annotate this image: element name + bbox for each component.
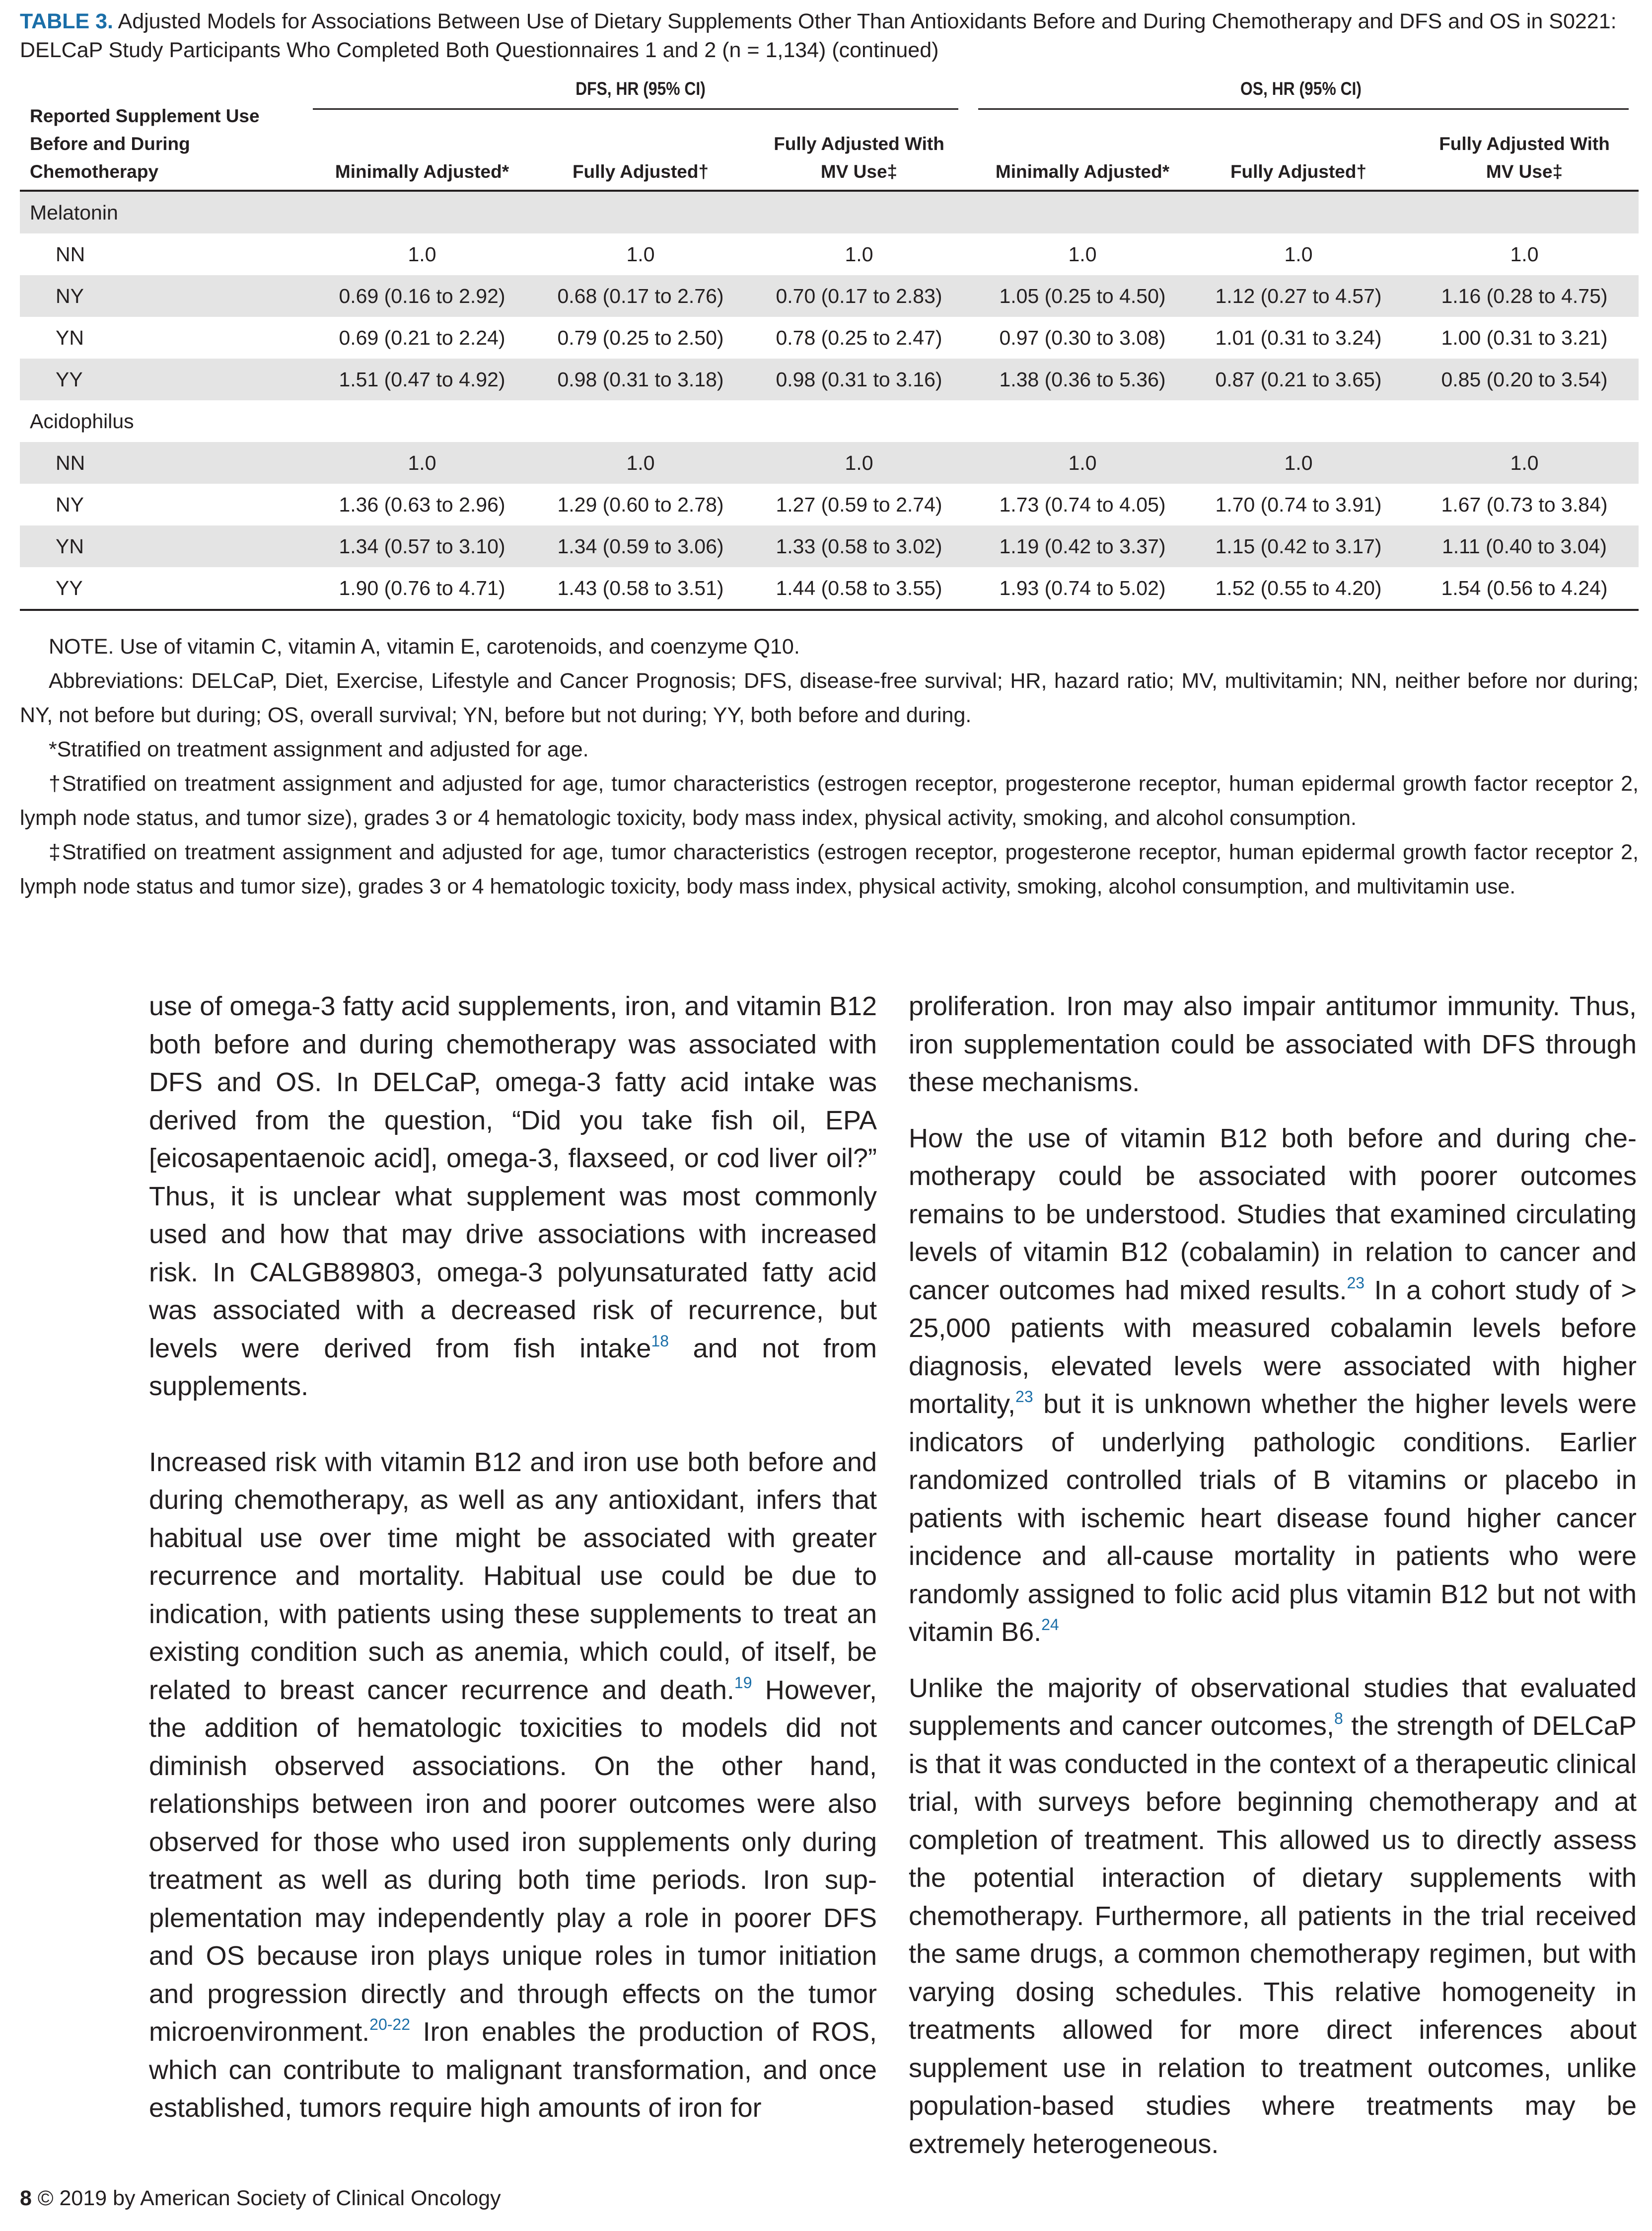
paragraph <box>909 1669 1637 2163</box>
table-bottom-rule <box>20 609 1639 611</box>
table-cell: 1.51 (0.47 to 4.92) <box>339 368 505 391</box>
header-os-fully: Fully Adjusted† <box>1230 161 1367 182</box>
table-cell: 0.97 (0.30 to 3.08) <box>999 326 1166 349</box>
paragraph-text: In a cohort study of > 25,000 patients with measured cobalamin levels before diagnosis, elevated levels were associated with higher mortality, <box>909 1275 1637 1419</box>
table-row <box>20 525 1639 567</box>
table-cell: 1.00 (0.31 to 3.21) <box>1441 326 1608 349</box>
table-cell: 1.67 (0.73 to 3.84) <box>1441 493 1608 516</box>
section-label: Melatonin <box>30 201 118 224</box>
table-cell: 1.0 <box>1510 243 1539 266</box>
table-cell: 1.0 <box>1284 451 1313 474</box>
table-cell: 1.90 (0.76 to 4.71) <box>339 577 505 599</box>
paragraph <box>909 1119 1637 1651</box>
header-line: Before and During <box>30 134 190 154</box>
table-cell: 1.05 (0.25 to 4.50) <box>999 285 1166 307</box>
table-cell: 1.43 (0.58 to 3.51) <box>557 577 724 599</box>
row-label: NY <box>56 285 84 307</box>
citation-link[interactable]: 23 <box>1015 1388 1033 1406</box>
citation-link[interactable]: 19 <box>734 1673 752 1692</box>
table-cell: 1.29 (0.60 to 2.78) <box>557 493 724 516</box>
row-label: YY <box>56 577 83 599</box>
note-text: NOTE. Use of vitamin C, vitamin A, vitamin E, carotenoids, and coenzyme Q10. <box>49 635 800 659</box>
header-os-minimally: Minimally Adjusted* <box>995 161 1170 182</box>
paragraph <box>149 987 877 1406</box>
row-label: YY <box>56 368 83 391</box>
table-cell: 0.70 (0.17 to 2.83) <box>776 285 942 307</box>
abbreviations-text: Abbreviations: DELCaP, Diet, Exercise, Lifestyle and Cancer Prognosis; DFS, disease-free survival; HR, hazard ratio; MV, multivitamin; NN, neither before nor during; NY, not before but during; OS, overall survival; YN, before but not during; YY, both before and during. <box>20 669 1639 727</box>
header-line: Reported Supplement Use <box>30 106 260 126</box>
table-cell: 1.0 <box>1068 451 1097 474</box>
table-cell: 0.78 (0.25 to 2.47) <box>776 326 942 349</box>
section-row <box>20 192 1639 233</box>
table-cell: 1.0 <box>626 451 655 474</box>
citation-link[interactable]: 18 <box>651 1332 669 1350</box>
table-row <box>20 233 1639 275</box>
paragraph-text: use of omega-3 fatty acid supplements, iron, and vitamin B12 both before and during chemotherapy was associated with DFS and OS. In DELCaP, omega-3 fatty acid intake was derived from the question, “Did you take fish oil, EPA [eicosapentaenoic acid], omega-3, flaxseed, or cod liver oil?” Thus, it is unclear what supplement was most commonly used and how that may drive associations with increased risk. In CALGB89803, omega-3 polyunsaturated fatty acid was associated with a decreased risk of recurrence, but levels were derived from fish intake <box>149 991 877 1363</box>
row-label: NN <box>56 451 85 474</box>
body-column-left <box>149 987 877 2127</box>
table-cell: 1.19 (0.42 to 3.37) <box>999 535 1166 558</box>
body-column-right <box>909 987 1637 2163</box>
table-caption-text: Adjusted Models for Associations Between Use of Dietary Supplements Other Than Antioxidants Before and During Chemotherapy and DFS and OS in S0221: DELCaP Study Participants Who Completed Both Questionnaires 1 and 2 (n = 1,134) (continued) <box>20 9 1617 62</box>
table-cell: 1.34 (0.59 to 3.06) <box>557 535 724 558</box>
header-dfs-mv <box>740 130 978 186</box>
results-table <box>20 71 1639 611</box>
paragraph-text: Increased risk with vitamin B12 and iron use both before and during chemotherapy, as well as any antioxidant, infers that habitual use over time might be associated with greater recurrence and mortality. Habitual use could be due to indication, with patients using these supplements to treat an existing condition such as anemia, which could, of itself, be related to breast cancer recurrence and death. <box>149 1447 877 1705</box>
header-line: MV Use‡ <box>820 161 898 182</box>
table-cell: 1.0 <box>1510 451 1539 474</box>
table-cell: 1.16 (0.28 to 4.75) <box>1441 285 1608 307</box>
paragraph-text: the strength of DELCaP is that it was conducted in the context of a therapeutic clinical trial, with surveys before beginning chemotherapy and at completion of treatment. This allowed us to directly assess the potential interaction of dietary supplements with chemotherapy. Furthermore, all patients in the trial received the same drugs, a common chemotherapy regimen, but with varying dosing schedules. This relative homogeneity in treatments allowed for more direct inferences about supplement use in relation to treatment outcomes, unlike population-based studies where treatments may be extremely heterogeneous. <box>909 1711 1637 2159</box>
header-line: Chemotherapy <box>30 161 159 182</box>
table-cell: 0.98 (0.31 to 3.18) <box>557 368 724 391</box>
table-label: TABLE 3. <box>20 9 113 33</box>
header-rule-os <box>978 108 1629 110</box>
table-cell: 0.85 (0.20 to 3.54) <box>1441 368 1608 391</box>
header-group-os: OS, HR (95% CI) <box>1240 78 1362 99</box>
paragraph-text: How the use of vitamin B12 both before and during chemotherapy could be associated with poorer outcomes remains to be understood. Studies that examined circulating levels of vitamin B12 (cobalamin) in relation to cancer and cancer outcomes had mixed results. <box>909 1123 1637 1305</box>
table-cell: 1.52 (0.55 to 4.20) <box>1215 577 1382 599</box>
table-cell: 1.34 (0.57 to 3.10) <box>339 535 505 558</box>
paragraph <box>149 1443 877 2127</box>
table-header <box>20 71 1639 192</box>
table-row <box>20 442 1639 484</box>
table-cell: 1.0 <box>845 243 873 266</box>
section-label: Acidophilus <box>30 410 134 433</box>
table-cell: 0.69 (0.16 to 2.92) <box>339 285 505 307</box>
table-cell: 1.36 (0.63 to 2.96) <box>339 493 505 516</box>
paragraph: proliferation. Iron may also impair antitumor immunity. Thus, iron supplementation could be associated with DFS through these mechanisms. <box>909 991 1637 1097</box>
table-body <box>20 192 1639 609</box>
table-caption <box>20 7 1639 65</box>
page-number: 8 <box>20 2186 32 2210</box>
table-cell: 1.0 <box>1068 243 1097 266</box>
row-label: NN <box>56 243 85 266</box>
table-row <box>20 275 1639 317</box>
paragraph-text: Unlike the majority of observational studies that evaluated supplements and cancer outcomes, <box>909 1673 1637 1741</box>
header-group-dfs: DFS, HR (95% CI) <box>575 78 706 99</box>
copyright-text: © 2019 by American Society of Clinical Oncology <box>37 2186 501 2210</box>
table-cell: 0.68 (0.17 to 2.76) <box>557 285 724 307</box>
table-cell: 1.15 (0.42 to 3.17) <box>1215 535 1382 558</box>
table-cell: 1.54 (0.56 to 4.24) <box>1441 577 1608 599</box>
header-dfs-fully: Fully Adjusted† <box>572 161 709 182</box>
table-cell: 1.33 (0.58 to 3.02) <box>776 535 942 558</box>
table-cell: 1.0 <box>1284 243 1313 266</box>
table-cell: 1.73 (0.74 to 4.05) <box>999 493 1166 516</box>
footnote-fully: †Stratified on treatment assignment and adjusted for age, tumor characteristics (estrogen receptor, progesterone receptor, human epidermal growth factor receptor 2, lymph node status, and tumor size), grades 3 or 4 hematologic toxicity, body mass index, physical activity, smoking, and alcohol consumption. <box>20 772 1639 830</box>
footnote-minimally: *Stratified on treatment assignment and adjusted for age. <box>49 738 589 761</box>
table-cell: 1.27 (0.59 to 2.74) <box>776 493 942 516</box>
table-cell: 0.87 (0.21 to 3.65) <box>1215 368 1382 391</box>
table-row <box>20 317 1639 359</box>
table-row <box>20 359 1639 400</box>
table-cell: 1.93 (0.74 to 5.02) <box>999 577 1166 599</box>
header-dfs-minimally: Minimally Adjusted* <box>335 161 509 182</box>
header-line: Fully Adjusted With <box>1439 134 1610 154</box>
table-cell: 0.98 (0.31 to 3.16) <box>776 368 942 391</box>
table-cell: 0.79 (0.25 to 2.50) <box>557 326 724 349</box>
table-cell: 1.01 (0.31 to 3.24) <box>1215 326 1382 349</box>
paragraph-text: However, the addition of hematologic toxicities to models did not diminish observed associations. On the other hand, relationships between iron and poorer outcomes were also observed for those who used iron supplements only during treatment as well as during both time periods. Iron supplementation may independently play a role in poorer DFS and OS because iron plays unique roles in tumor initiation and progression directly and through effects on the tumor microenvironment. <box>149 1675 877 2047</box>
paragraph-text: but it is unknown whether the higher levels were indicators of underlying pathologic conditions. Earlier randomized controlled trials of B vitamins or placebo in patients with ischemic heart disease found higher cancer incidence and all-cause mortality in patients who were randomly assigned to folic acid plus vitamin B12 but not with vitamin B6. <box>909 1389 1637 1647</box>
row-label: YN <box>56 326 84 349</box>
table-notes <box>20 630 1639 904</box>
footnote-mv: ‡Stratified on treatment assignment and adjusted for age, tumor characteristics (estrogen receptor, progesterone receptor, human epidermal growth factor receptor 2, lymph node status and tumor size), grades 3 or 4 hematologic toxicity, body mass index, physical activity, smoking, alcohol consumption, and multivitamin use. <box>20 840 1639 898</box>
citation-link[interactable]: 23 <box>1347 1273 1365 1292</box>
section-row <box>20 400 1639 442</box>
table-cell: 0.69 (0.21 to 2.24) <box>339 326 505 349</box>
table-cell: 1.70 (0.74 to 3.91) <box>1215 493 1382 516</box>
row-label: NY <box>56 493 84 516</box>
table-cell: 1.11 (0.40 to 3.04) <box>1441 535 1607 558</box>
citation-link[interactable]: 24 <box>1041 1616 1059 1634</box>
row-label: YN <box>56 535 84 558</box>
table-row <box>20 567 1639 609</box>
paragraph-text: Iron enables the production of ROS, which can contribute to malignant transformation, and once established, tumors require high amounts of iron for <box>149 2017 877 2123</box>
table-cell: 1.0 <box>845 451 873 474</box>
header-os-mv <box>1415 130 1634 186</box>
header-line: Fully Adjusted With <box>774 134 944 154</box>
table-cell: 1.0 <box>626 243 655 266</box>
table-cell: 1.38 (0.36 to 5.36) <box>999 368 1166 391</box>
header-rule-dfs <box>313 108 958 110</box>
page-footer <box>20 2186 501 2211</box>
table-cell: 1.0 <box>408 243 436 266</box>
table-cell: 1.12 (0.27 to 4.57) <box>1215 285 1382 307</box>
header-line: MV Use‡ <box>1486 161 1563 182</box>
table-row <box>20 484 1639 525</box>
citation-link[interactable]: 8 <box>1334 1710 1343 1727</box>
table-cell: 1.44 (0.58 to 3.55) <box>776 577 942 599</box>
header-supplement-use <box>30 102 260 186</box>
paragraph-text: and not from supplements. <box>149 1333 877 1401</box>
table-cell: 1.0 <box>408 451 436 474</box>
citation-link[interactable]: 20-22 <box>369 2015 410 2033</box>
